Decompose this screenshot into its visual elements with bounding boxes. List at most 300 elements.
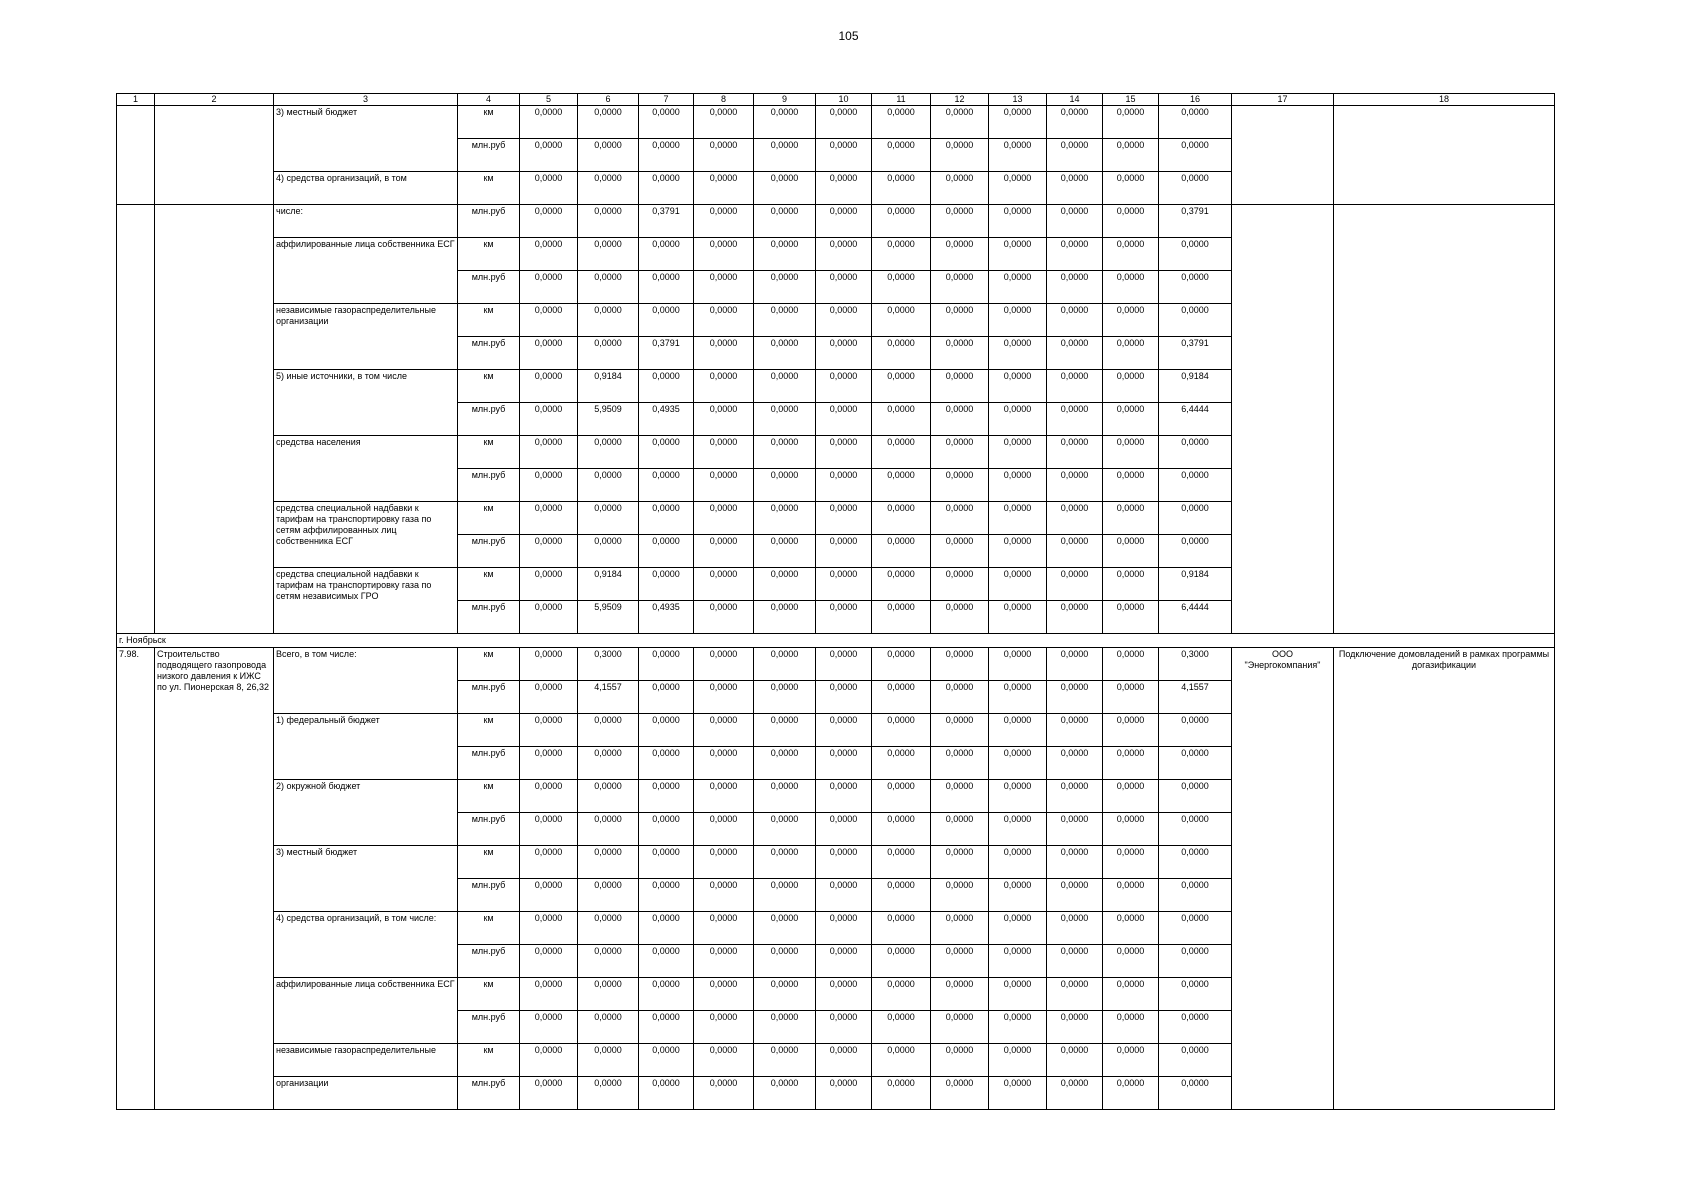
value-cell: 0,0000 — [754, 304, 816, 337]
value-cell: 0,0000 — [1159, 780, 1232, 813]
value-cell: 0,0000 — [578, 978, 639, 1011]
empty-cell — [1334, 106, 1555, 205]
value-cell: 0,0000 — [931, 172, 989, 205]
value-cell: 0,0000 — [520, 1044, 578, 1077]
table-row — [117, 106, 1555, 139]
value-cell: 0,0000 — [872, 681, 931, 714]
value-cell: 0,0000 — [989, 1044, 1047, 1077]
value-cell: 0,0000 — [989, 469, 1047, 502]
value-cell: 4,1557 — [1159, 681, 1232, 714]
empty-cell — [1232, 205, 1334, 634]
value-cell: 0,0000 — [1047, 714, 1103, 747]
row-label: независимые газораспределительные организации — [274, 304, 458, 370]
value-cell: 0,0000 — [816, 912, 872, 945]
unit-cell: км — [458, 370, 520, 403]
value-cell: 0,0000 — [578, 238, 639, 271]
value-cell: 0,0000 — [931, 1044, 989, 1077]
value-cell: 0,0000 — [754, 813, 816, 846]
value-cell: 0,0000 — [520, 436, 578, 469]
empty-cell — [117, 106, 155, 205]
value-cell: 0,0000 — [578, 205, 639, 238]
value-cell: 0,0000 — [694, 1077, 754, 1110]
value-cell: 0,0000 — [989, 106, 1047, 139]
value-cell: 0,0000 — [931, 1011, 989, 1044]
value-cell: 0,4935 — [639, 403, 694, 436]
value-cell: 0,0000 — [1159, 714, 1232, 747]
row-label: независимые газораспределительные — [274, 1044, 458, 1077]
value-cell: 0,0000 — [1047, 846, 1103, 879]
value-cell: 0,0000 — [694, 945, 754, 978]
value-cell: 0,0000 — [639, 238, 694, 271]
value-cell: 0,0000 — [578, 271, 639, 304]
value-cell: 0,0000 — [872, 205, 931, 238]
value-cell: 0,0000 — [1047, 978, 1103, 1011]
value-cell: 0,0000 — [639, 978, 694, 1011]
value-cell: 0,3000 — [1159, 648, 1232, 681]
value-cell: 0,0000 — [1103, 648, 1159, 681]
value-cell: 0,0000 — [578, 535, 639, 568]
value-cell: 0,0000 — [578, 714, 639, 747]
value-cell: 0,0000 — [639, 813, 694, 846]
table-row — [117, 648, 1555, 681]
value-cell: 0,0000 — [578, 436, 639, 469]
value-cell: 0,0000 — [639, 139, 694, 172]
value-cell: 0,0000 — [578, 747, 639, 780]
value-cell: 0,0000 — [931, 304, 989, 337]
value-cell: 0,0000 — [872, 568, 931, 601]
value-cell: 0,0000 — [1103, 403, 1159, 436]
value-cell: 0,0000 — [754, 747, 816, 780]
value-cell: 0,0000 — [816, 813, 872, 846]
value-cell: 0,0000 — [1047, 601, 1103, 634]
value-cell: 0,0000 — [578, 945, 639, 978]
value-cell: 0,0000 — [931, 436, 989, 469]
value-cell: 0,0000 — [989, 780, 1047, 813]
value-cell: 0,0000 — [1103, 205, 1159, 238]
value-cell: 0,0000 — [754, 535, 816, 568]
value-cell: 0,0000 — [816, 601, 872, 634]
value-cell: 0,0000 — [754, 1077, 816, 1110]
value-cell: 0,0000 — [1159, 172, 1232, 205]
unit-cell: км — [458, 568, 520, 601]
unit-cell: км — [458, 304, 520, 337]
value-cell: 0,0000 — [520, 978, 578, 1011]
value-cell: 0,0000 — [931, 945, 989, 978]
row-label: аффилированные лица собственника ЕСГ — [274, 978, 458, 1044]
value-cell: 0,0000 — [754, 601, 816, 634]
value-cell: 0,0000 — [989, 912, 1047, 945]
value-cell: 0,0000 — [872, 780, 931, 813]
value-cell: 0,0000 — [1047, 648, 1103, 681]
value-cell: 0,0000 — [872, 436, 931, 469]
value-cell: 0,0000 — [754, 205, 816, 238]
value-cell: 0,0000 — [578, 1077, 639, 1110]
value-cell: 0,0000 — [1103, 337, 1159, 370]
value-cell: 0,3791 — [1159, 337, 1232, 370]
value-cell: 0,0000 — [872, 370, 931, 403]
value-cell: 0,0000 — [931, 601, 989, 634]
value-cell: 0,0000 — [931, 846, 989, 879]
unit-cell: млн.руб — [458, 469, 520, 502]
value-cell: 0,0000 — [639, 714, 694, 747]
value-cell: 0,0000 — [694, 747, 754, 780]
value-cell: 0,0000 — [872, 469, 931, 502]
value-cell: 0,0000 — [1103, 978, 1159, 1011]
row-label: Всего, в том числе: — [274, 648, 458, 714]
value-cell: 0,0000 — [520, 502, 578, 535]
value-cell: 0,0000 — [1159, 139, 1232, 172]
value-cell: 0,0000 — [520, 747, 578, 780]
value-cell: 0,0000 — [754, 436, 816, 469]
value-cell: 0,0000 — [1159, 978, 1232, 1011]
value-cell: 0,0000 — [520, 337, 578, 370]
value-cell: 0,0000 — [639, 879, 694, 912]
value-cell: 0,0000 — [931, 648, 989, 681]
header-cell: 14 — [1047, 94, 1103, 106]
value-cell: 0,0000 — [520, 370, 578, 403]
value-cell: 0,0000 — [1159, 747, 1232, 780]
unit-cell: км — [458, 238, 520, 271]
value-cell: 0,0000 — [1103, 945, 1159, 978]
value-cell: 0,3791 — [639, 337, 694, 370]
value-cell: 0,0000 — [1047, 370, 1103, 403]
value-cell: 0,0000 — [520, 139, 578, 172]
value-cell: 0,0000 — [754, 403, 816, 436]
value-cell: 0,0000 — [520, 681, 578, 714]
row-label: 2) окружной бюджет — [274, 780, 458, 846]
value-cell: 0,0000 — [931, 1077, 989, 1110]
value-cell: 0,0000 — [520, 912, 578, 945]
value-cell: 0,0000 — [872, 238, 931, 271]
unit-cell: км — [458, 436, 520, 469]
value-cell: 0,0000 — [872, 106, 931, 139]
value-cell: 0,0000 — [989, 205, 1047, 238]
value-cell: 0,0000 — [639, 945, 694, 978]
value-cell: 0,0000 — [1103, 1011, 1159, 1044]
value-cell: 0,0000 — [1103, 813, 1159, 846]
value-cell: 0,0000 — [694, 469, 754, 502]
unit-cell: км — [458, 780, 520, 813]
unit-cell: млн.руб — [458, 139, 520, 172]
unit-cell: км — [458, 714, 520, 747]
value-cell: 0,0000 — [520, 304, 578, 337]
value-cell: 0,0000 — [1159, 1077, 1232, 1110]
value-cell: 0,0000 — [989, 714, 1047, 747]
value-cell: 0,0000 — [989, 271, 1047, 304]
value-cell: 0,0000 — [1103, 370, 1159, 403]
header-cell: 16 — [1159, 94, 1232, 106]
unit-cell: млн.руб — [458, 535, 520, 568]
value-cell: 0,0000 — [639, 846, 694, 879]
value-cell: 0,0000 — [1103, 304, 1159, 337]
row-label: 4) средства организаций, в том числе: — [274, 912, 458, 978]
value-cell: 0,9184 — [1159, 568, 1232, 601]
row-label: 5) иные источники, в том числе — [274, 370, 458, 436]
value-cell: 0,0000 — [694, 205, 754, 238]
value-cell: 0,0000 — [694, 780, 754, 813]
value-cell: 0,0000 — [520, 469, 578, 502]
empty-cell — [155, 106, 274, 205]
value-cell: 0,0000 — [1159, 1044, 1232, 1077]
value-cell: 0,0000 — [989, 304, 1047, 337]
row-label: 4) средства организаций, в том — [274, 172, 458, 205]
value-cell: 0,0000 — [694, 106, 754, 139]
value-cell: 0,0000 — [931, 238, 989, 271]
value-cell: 0,0000 — [1047, 813, 1103, 846]
value-cell: 0,0000 — [1159, 535, 1232, 568]
value-cell: 0,0000 — [931, 106, 989, 139]
unit-cell: км — [458, 846, 520, 879]
header-cell: 9 — [754, 94, 816, 106]
value-cell: 0,0000 — [520, 106, 578, 139]
value-cell: 0,9184 — [1159, 370, 1232, 403]
header-cell: 11 — [872, 94, 931, 106]
value-cell: 0,0000 — [694, 568, 754, 601]
value-cell: 0,0000 — [639, 271, 694, 304]
header-cell: 4 — [458, 94, 520, 106]
value-cell: 0,0000 — [872, 172, 931, 205]
value-cell: 0,0000 — [520, 945, 578, 978]
unit-cell: км — [458, 648, 520, 681]
value-cell: 0,0000 — [694, 879, 754, 912]
value-cell: 0,0000 — [1047, 271, 1103, 304]
value-cell: 0,0000 — [1103, 172, 1159, 205]
value-cell: 0,0000 — [1047, 879, 1103, 912]
value-cell: 0,0000 — [520, 714, 578, 747]
value-cell: 0,0000 — [639, 912, 694, 945]
value-cell: 0,0000 — [931, 978, 989, 1011]
value-cell: 0,0000 — [816, 945, 872, 978]
unit-cell: млн.руб — [458, 271, 520, 304]
value-cell: 0,0000 — [816, 978, 872, 1011]
value-cell: 0,0000 — [989, 879, 1047, 912]
value-cell: 0,0000 — [639, 747, 694, 780]
value-cell: 0,0000 — [816, 337, 872, 370]
value-cell: 0,0000 — [989, 601, 1047, 634]
value-cell: 0,0000 — [1047, 1011, 1103, 1044]
value-cell: 0,0000 — [754, 1011, 816, 1044]
value-cell: 0,0000 — [816, 747, 872, 780]
project-note: Подключение домовладений в рамках программы догазификации — [1334, 648, 1555, 1110]
value-cell: 0,0000 — [520, 813, 578, 846]
value-cell: 0,0000 — [989, 1077, 1047, 1110]
value-cell: 0,0000 — [816, 370, 872, 403]
value-cell: 0,0000 — [989, 568, 1047, 601]
unit-cell: млн.руб — [458, 205, 520, 238]
value-cell: 0,0000 — [694, 172, 754, 205]
unit-cell: млн.руб — [458, 337, 520, 370]
value-cell: 0,0000 — [931, 403, 989, 436]
value-cell: 0,0000 — [1159, 912, 1232, 945]
value-cell: 0,0000 — [989, 978, 1047, 1011]
value-cell: 0,0000 — [816, 469, 872, 502]
unit-cell: км — [458, 106, 520, 139]
value-cell: 0,0000 — [872, 912, 931, 945]
value-cell: 0,0000 — [1047, 469, 1103, 502]
value-cell: 0,0000 — [520, 172, 578, 205]
value-cell: 0,0000 — [1159, 106, 1232, 139]
value-cell: 0,0000 — [1159, 436, 1232, 469]
value-cell: 0,0000 — [754, 780, 816, 813]
value-cell: 0,0000 — [872, 502, 931, 535]
value-cell: 0,0000 — [694, 304, 754, 337]
value-cell: 0,0000 — [931, 271, 989, 304]
value-cell: 0,0000 — [989, 172, 1047, 205]
value-cell: 0,0000 — [872, 945, 931, 978]
value-cell: 0,3000 — [578, 648, 639, 681]
value-cell: 0,0000 — [694, 601, 754, 634]
value-cell: 0,0000 — [872, 714, 931, 747]
value-cell: 0,0000 — [754, 568, 816, 601]
value-cell: 0,0000 — [1159, 846, 1232, 879]
value-cell: 0,0000 — [816, 535, 872, 568]
value-cell: 0,0000 — [872, 403, 931, 436]
header-cell: 15 — [1103, 94, 1159, 106]
value-cell: 0,0000 — [754, 879, 816, 912]
value-cell: 0,0000 — [578, 172, 639, 205]
value-cell: 0,0000 — [694, 370, 754, 403]
header-cell: 2 — [155, 94, 274, 106]
value-cell: 0,0000 — [931, 714, 989, 747]
value-cell: 0,0000 — [931, 568, 989, 601]
value-cell: 0,0000 — [1047, 502, 1103, 535]
project-name: Строительство подводящего газопровода низкого давления к ИЖС по ул. Пионерская 8, 26,32 — [155, 648, 274, 1110]
value-cell: 0,0000 — [694, 1044, 754, 1077]
header-cell: 7 — [639, 94, 694, 106]
value-cell: 0,3791 — [1159, 205, 1232, 238]
empty-cell — [1232, 106, 1334, 205]
value-cell: 0,0000 — [639, 568, 694, 601]
value-cell: 0,0000 — [694, 978, 754, 1011]
empty-cell — [155, 205, 274, 634]
value-cell: 0,0000 — [872, 648, 931, 681]
value-cell: 0,0000 — [578, 337, 639, 370]
header-cell: 12 — [931, 94, 989, 106]
value-cell: 0,0000 — [872, 1011, 931, 1044]
value-cell: 0,0000 — [989, 813, 1047, 846]
value-cell: 0,0000 — [520, 205, 578, 238]
value-cell: 0,0000 — [1103, 747, 1159, 780]
value-cell: 0,0000 — [1103, 106, 1159, 139]
value-cell: 0,0000 — [1103, 1077, 1159, 1110]
value-cell: 0,0000 — [694, 139, 754, 172]
value-cell: 0,0000 — [754, 1044, 816, 1077]
value-cell: 6,4444 — [1159, 601, 1232, 634]
value-cell: 0,0000 — [1047, 205, 1103, 238]
value-cell: 0,0000 — [1103, 238, 1159, 271]
value-cell: 0,0000 — [872, 601, 931, 634]
value-cell: 0,0000 — [816, 568, 872, 601]
value-cell: 0,0000 — [754, 681, 816, 714]
value-cell: 0,0000 — [1103, 436, 1159, 469]
value-cell: 0,0000 — [578, 1044, 639, 1077]
value-cell: 0,0000 — [1047, 780, 1103, 813]
value-cell: 0,0000 — [989, 648, 1047, 681]
value-cell: 0,0000 — [1047, 945, 1103, 978]
value-cell: 0,0000 — [931, 337, 989, 370]
value-cell: 0,0000 — [1047, 681, 1103, 714]
value-cell: 0,0000 — [1103, 912, 1159, 945]
value-cell: 0,0000 — [754, 912, 816, 945]
value-cell: 0,0000 — [931, 535, 989, 568]
value-cell: 0,0000 — [1047, 172, 1103, 205]
value-cell: 0,0000 — [1159, 271, 1232, 304]
value-cell: 0,0000 — [520, 879, 578, 912]
value-cell: 0,0000 — [1159, 1011, 1232, 1044]
unit-cell: млн.руб — [458, 681, 520, 714]
value-cell: 0,0000 — [1047, 139, 1103, 172]
row-label: аффилированные лица собственника ЕСГ — [274, 238, 458, 304]
value-cell: 0,0000 — [872, 304, 931, 337]
value-cell: 0,0000 — [754, 238, 816, 271]
value-cell: 0,0000 — [694, 912, 754, 945]
value-cell: 0,0000 — [694, 1011, 754, 1044]
row-label: средства специальной надбавки к тарифам на транспортировку газа по сетям независимых ГРО — [274, 568, 458, 634]
value-cell: 0,0000 — [639, 436, 694, 469]
value-cell: 0,0000 — [578, 813, 639, 846]
empty-cell — [117, 205, 155, 634]
value-cell: 0,0000 — [816, 403, 872, 436]
value-cell: 0,0000 — [931, 681, 989, 714]
row-label: 3) местный бюджет — [274, 106, 458, 172]
unit-cell: км — [458, 1044, 520, 1077]
value-cell: 0,0000 — [578, 846, 639, 879]
value-cell: 0,0000 — [1047, 403, 1103, 436]
value-cell: 5,9509 — [578, 403, 639, 436]
value-cell: 0,0000 — [1047, 337, 1103, 370]
value-cell: 0,0000 — [1047, 436, 1103, 469]
value-cell: 0,0000 — [872, 1077, 931, 1110]
value-cell: 0,0000 — [1047, 1077, 1103, 1110]
value-cell: 0,0000 — [816, 780, 872, 813]
value-cell: 0,0000 — [639, 502, 694, 535]
value-cell: 0,0000 — [872, 139, 931, 172]
value-cell: 0,0000 — [520, 403, 578, 436]
value-cell: 0,0000 — [989, 370, 1047, 403]
value-cell: 0,0000 — [1159, 502, 1232, 535]
unit-cell: млн.руб — [458, 403, 520, 436]
value-cell: 0,0000 — [816, 681, 872, 714]
value-cell: 4,1557 — [578, 681, 639, 714]
unit-cell: млн.руб — [458, 1011, 520, 1044]
value-cell: 0,0000 — [754, 846, 816, 879]
value-cell: 0,0000 — [989, 681, 1047, 714]
value-cell: 0,0000 — [872, 747, 931, 780]
group-city-label: г. Ноябрьск — [117, 634, 1555, 648]
value-cell: 0,0000 — [694, 238, 754, 271]
header-cell: 8 — [694, 94, 754, 106]
value-cell: 0,0000 — [1103, 601, 1159, 634]
value-cell: 0,0000 — [754, 714, 816, 747]
value-cell: 0,0000 — [754, 945, 816, 978]
project-executor: ООО "Энергокомпания" — [1232, 648, 1334, 1110]
value-cell: 0,0000 — [694, 337, 754, 370]
value-cell: 0,0000 — [639, 681, 694, 714]
value-cell: 0,0000 — [989, 846, 1047, 879]
value-cell: 0,0000 — [1047, 304, 1103, 337]
empty-cell — [1334, 205, 1555, 634]
unit-cell: км — [458, 502, 520, 535]
value-cell: 0,0000 — [694, 813, 754, 846]
value-cell: 0,0000 — [1047, 535, 1103, 568]
value-cell: 0,0000 — [1103, 535, 1159, 568]
value-cell: 0,0000 — [578, 502, 639, 535]
budget-table — [116, 93, 1555, 1110]
value-cell: 0,0000 — [816, 238, 872, 271]
value-cell: 0,0000 — [1047, 238, 1103, 271]
header-cell: 10 — [816, 94, 872, 106]
value-cell: 0,0000 — [694, 502, 754, 535]
